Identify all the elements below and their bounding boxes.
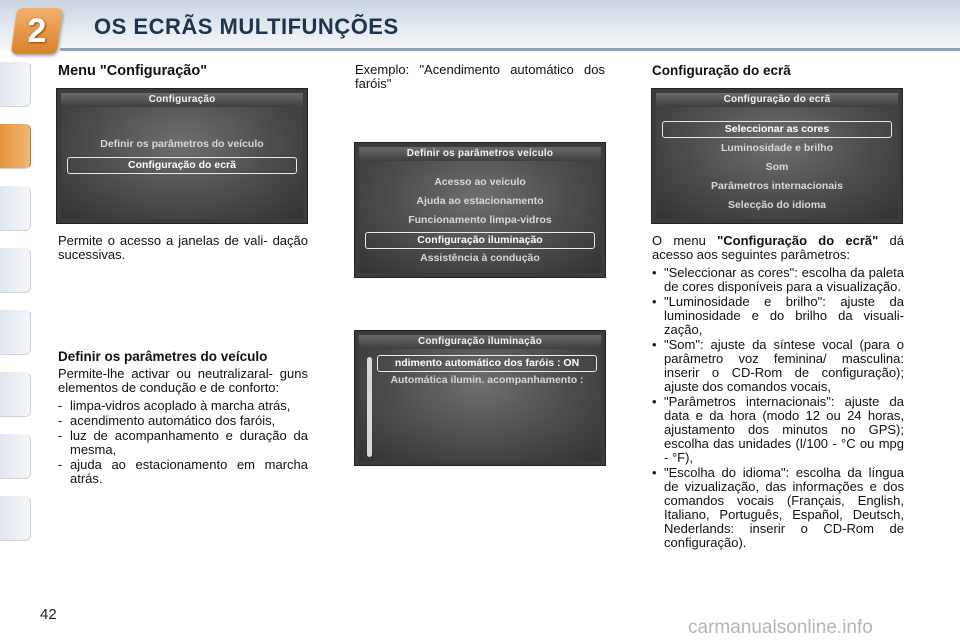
- parameter-list: [652, 266, 904, 550]
- screen-item: Luminosidade e brilho: [720, 142, 833, 154]
- list-item: • "Luminosidade e brilho": ajuste da luminosidade e do brilho da visuali- zação,: [652, 295, 904, 337]
- screen-title: Configuração iluminação: [359, 335, 601, 349]
- screen-item: Selecção do idioma: [727, 199, 827, 211]
- list-item: • "Som": ajuste da síntese vocal (para o parâmetro voz feminina/ masculina: inserir o CD-Rom de configuração); ajuste dos comandos vocais,: [652, 338, 904, 394]
- side-tab-3[interactable]: [0, 186, 31, 231]
- screen-title: Definir os parâmetros veículo: [359, 147, 601, 161]
- screen-item: Acesso ao veículo: [434, 176, 526, 188]
- page-title: OS ECRÃS MULTIFUNÇÕES: [94, 14, 399, 39]
- side-tab-5[interactable]: [0, 310, 31, 355]
- screen-item: Ajuda ao estacionamento: [416, 195, 544, 207]
- side-tab-4[interactable]: [0, 248, 31, 293]
- section-text: Permite-lhe activar ou neutralizaral- guns elementos de condução e de conforto:: [58, 366, 308, 395]
- list-item: • "Seleccionar as cores": escolha da paleta de cores disponíveis para a visualização.: [652, 266, 904, 294]
- screen-configuracao-iluminacao: [354, 330, 606, 466]
- screen-configuracao-ecra: [651, 88, 903, 224]
- menu-heading: Menu "Configuração": [58, 63, 208, 79]
- watermark: carmanualsonline.info: [688, 617, 873, 638]
- example-caption: Exemplo: "Acendimento automático dos faróis": [355, 62, 605, 91]
- section-list: [58, 399, 308, 486]
- screen-display: [359, 147, 601, 273]
- screen-item-selected: Configuração do ecrã: [67, 157, 297, 174]
- screen-item: Assistência à condução: [420, 252, 540, 264]
- list-item: • "Parâmetros internacionais": ajuste da data e da hora (modo 12 ou 24 horas, ajustamento dos minutos no GPS); escolha das unidades (l/100 - °C ou mpg - °F),: [652, 395, 904, 465]
- menu-description: Permite o acesso a janelas de vali- dação sucessivas.: [58, 233, 308, 262]
- screen-item: Parâmetros internacionais: [711, 180, 843, 192]
- chapter-side-tabs: [0, 62, 34, 574]
- intro-paragraph: [652, 234, 904, 262]
- screen-display: [359, 335, 601, 461]
- screen-config-heading: Configuração do ecrã: [652, 63, 791, 78]
- intro-pre: O menu: [652, 233, 706, 248]
- screen-configuracao: [56, 88, 308, 224]
- screen-item-selected: Configuração iluminação: [365, 232, 595, 249]
- screen-item: Definir os parâmetros do veículo: [100, 138, 264, 150]
- section-paragraph: [58, 367, 308, 487]
- intro-post: dá acesso aos seguintes parâmetros:: [652, 233, 904, 262]
- list-item: - limpa-vidros acoplado à marcha atrás,: [58, 399, 308, 413]
- screen-item: Som: [765, 161, 789, 173]
- side-tab-1[interactable]: [0, 62, 31, 107]
- list-item: • "Escolha do idioma": escolha da língua de vizualização, das informações e dos comandos vocais (Français, English, Italiano, Português, Español, Deutsch, Nederlands: inserir o CD-Rom de configuração).: [652, 466, 904, 550]
- screen-definir-parametros: [354, 142, 606, 278]
- screen-title: Configuração: [61, 93, 303, 107]
- list-item: - acendimento automático dos faróis,: [58, 414, 308, 428]
- screen-item: Funcionamento limpa-vidros: [408, 214, 552, 226]
- side-tab-8[interactable]: [0, 496, 31, 541]
- page-number: 42: [40, 606, 57, 623]
- side-tab-2-active[interactable]: [0, 124, 31, 169]
- header-rule: [60, 48, 960, 51]
- screen-display: [656, 93, 898, 219]
- side-tab-6[interactable]: [0, 372, 31, 417]
- list-item: - luz de acompanhamento e duração da mesma,: [58, 429, 308, 457]
- section-heading: Definir os parâmetres do veículo: [58, 349, 268, 364]
- side-tab-7[interactable]: [0, 434, 31, 479]
- chapter-number: 2: [27, 12, 47, 50]
- scrollbar: [367, 357, 372, 457]
- screen-display: [61, 93, 303, 219]
- list-item: - ajuda ao estacionamento em marcha atrás.: [58, 458, 308, 486]
- screen-item-selected: ndimento automático dos faróis : ON: [377, 355, 597, 372]
- screen-config-body: [652, 234, 904, 551]
- intro-bold: "Configuração do ecrã": [717, 233, 879, 248]
- screen-item: Automática ilumin. acompanhamento :: [390, 374, 584, 386]
- screen-title: Configuração do ecrã: [656, 93, 898, 107]
- screen-item-selected: Seleccionar as cores: [662, 121, 892, 138]
